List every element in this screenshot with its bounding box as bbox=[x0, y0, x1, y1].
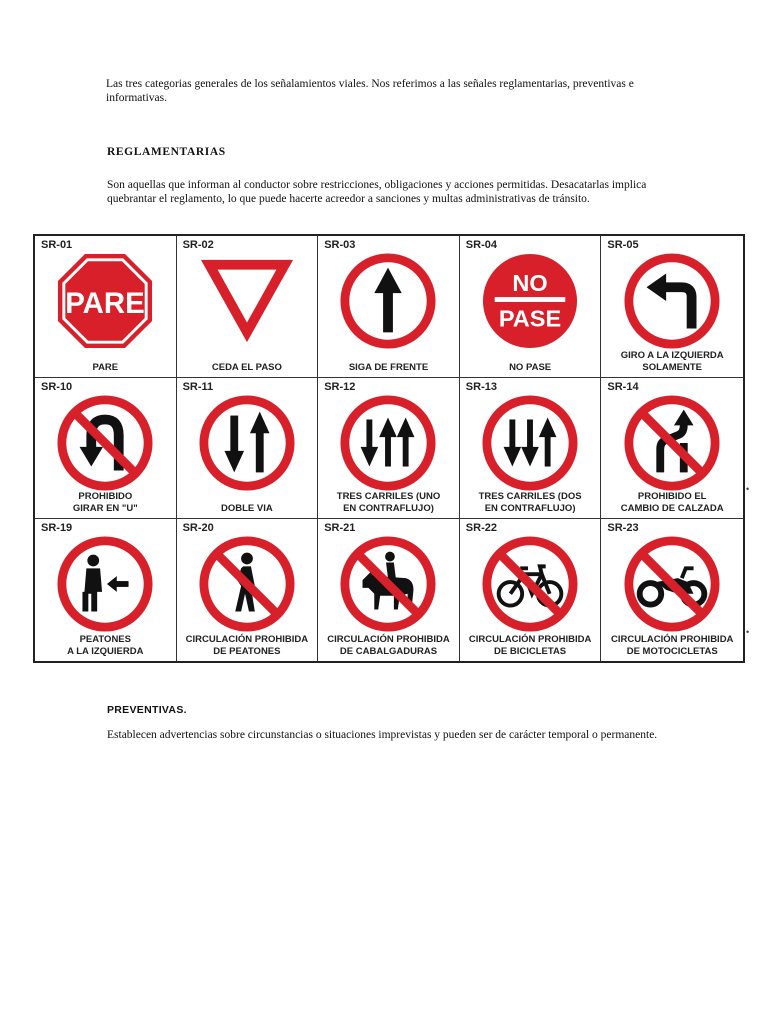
sign-caption: CIRCULACIÓN PROHIBIDA DE CABALGADURAS bbox=[327, 634, 450, 657]
sign-code: SR-03 bbox=[324, 239, 356, 251]
sign-cell-sr-13 bbox=[460, 378, 602, 520]
regulatory-signs-table bbox=[33, 234, 745, 663]
sign-caption: PARE bbox=[92, 361, 119, 373]
sign-caption: PEATONES A LA IZQUIERDA bbox=[67, 634, 144, 657]
sign-cell-sr-20 bbox=[177, 519, 319, 661]
sign-cell-sr-23 bbox=[601, 519, 743, 661]
edge-mark: • bbox=[746, 627, 750, 637]
sign-code: SR-01 bbox=[41, 239, 73, 251]
sign-code: SR-20 bbox=[182, 522, 214, 535]
straight-arrow-sign-icon bbox=[339, 252, 437, 350]
no-pass-sign-icon bbox=[481, 252, 579, 350]
sign-caption: TRES CARRILES (DOS EN CONTRAFLUJO) bbox=[478, 491, 582, 515]
intro-paragraph: Las tres categorias generales de los señalamientos viales. Nos referimos a las señales reglamentarias, preventivas e informativas. bbox=[106, 78, 634, 104]
reglamentarias-heading: REGLAMENTARIAS bbox=[107, 146, 226, 158]
sign-cell-sr-19 bbox=[35, 519, 177, 661]
sign-caption: GIRO A LA IZQUIERDA SOLAMENTE bbox=[620, 349, 724, 373]
sign-caption: CEDA EL PASO bbox=[211, 361, 282, 373]
sign-cell-sr-05 bbox=[601, 236, 743, 378]
sign-code: SR-22 bbox=[465, 522, 497, 535]
no-motorcycles-sign-icon bbox=[623, 535, 721, 633]
stop-sign-icon bbox=[56, 252, 154, 350]
sign-cell-sr-02 bbox=[177, 236, 319, 378]
sign-caption: DOBLE VIA bbox=[221, 503, 273, 515]
sign-code: SR-10 bbox=[41, 380, 73, 393]
no-pass-text-bottom: PASE bbox=[498, 305, 562, 332]
two-way-sign-icon bbox=[198, 394, 296, 492]
sign-cell-sr-11 bbox=[177, 378, 319, 520]
reglamentarias-paragraph: Son aquellas que informan al conductor sobre restricciones, obligaciones y acciones permitidas. Desacatarlas implica quebrantar el reglamento, lo que puede hacerte acreedor a sanciones y multas administrativas de tránsito. bbox=[107, 179, 647, 205]
sign-cell-sr-03 bbox=[318, 236, 460, 378]
sign-code: SR-12 bbox=[324, 380, 356, 393]
sign-cell-sr-01 bbox=[35, 236, 177, 378]
sign-cell-sr-12 bbox=[318, 378, 460, 520]
stop-sign-text: PARE bbox=[65, 286, 146, 320]
yield-sign-icon bbox=[198, 252, 296, 350]
sign-caption: CIRCULACIÓN PROHIBIDA DE BICICLETAS bbox=[468, 634, 592, 657]
sign-code: SR-13 bbox=[465, 380, 497, 393]
no-horses-sign-icon bbox=[339, 535, 437, 633]
three-lanes-one-contraflow-sign-icon bbox=[339, 394, 437, 492]
sign-code: SR-02 bbox=[182, 239, 214, 251]
preventivas-heading: PREVENTIVAS. bbox=[107, 704, 187, 716]
sign-cell-sr-04 bbox=[460, 236, 602, 378]
sign-code: SR-11 bbox=[182, 380, 214, 393]
sign-code: SR-14 bbox=[607, 380, 639, 393]
sign-caption: SIGA DE FRENTE bbox=[348, 361, 429, 373]
sign-code: SR-19 bbox=[41, 522, 73, 535]
pedestrians-left-sign-icon bbox=[56, 535, 154, 633]
no-bicycles-sign-icon bbox=[481, 535, 579, 633]
sign-caption: PROHIBIDO EL CAMBIO DE CALZADA bbox=[620, 491, 724, 515]
sign-cell-sr-14 bbox=[601, 378, 743, 520]
sign-code: SR-23 bbox=[607, 522, 639, 535]
sign-cell-sr-22 bbox=[460, 519, 602, 661]
sign-caption: CIRCULACIÓN PROHIBIDA DE MOTOCICLETAS bbox=[610, 634, 734, 657]
sign-code: SR-04 bbox=[465, 239, 497, 251]
edge-mark: • bbox=[746, 484, 750, 494]
three-lanes-two-contraflow-sign-icon bbox=[481, 394, 579, 492]
no-lane-change-sign-icon bbox=[623, 394, 721, 492]
sign-caption: NO PASE bbox=[509, 361, 552, 373]
sign-caption: PROHIBIDO GIRAR EN "U" bbox=[72, 491, 138, 515]
no-u-turn-sign-icon bbox=[56, 394, 154, 492]
preventivas-paragraph: Establecen advertencias sobre circunstancias o situaciones imprevistas y pueden ser de carácter temporal o permanente. bbox=[107, 729, 658, 741]
no-pedestrians-sign-icon bbox=[198, 535, 296, 633]
sign-cell-sr-21 bbox=[318, 519, 460, 661]
sign-caption: CIRCULACIÓN PROHIBIDA DE PEATONES bbox=[185, 634, 309, 657]
sign-code: SR-05 bbox=[607, 239, 639, 251]
no-pass-text-top: NO bbox=[512, 270, 548, 297]
left-turn-only-sign-icon bbox=[623, 252, 721, 350]
sign-code: SR-21 bbox=[324, 522, 356, 535]
sign-cell-sr-10 bbox=[35, 378, 177, 520]
sign-caption: TRES CARRILES (UNO EN CONTRAFLUJO) bbox=[336, 491, 441, 515]
